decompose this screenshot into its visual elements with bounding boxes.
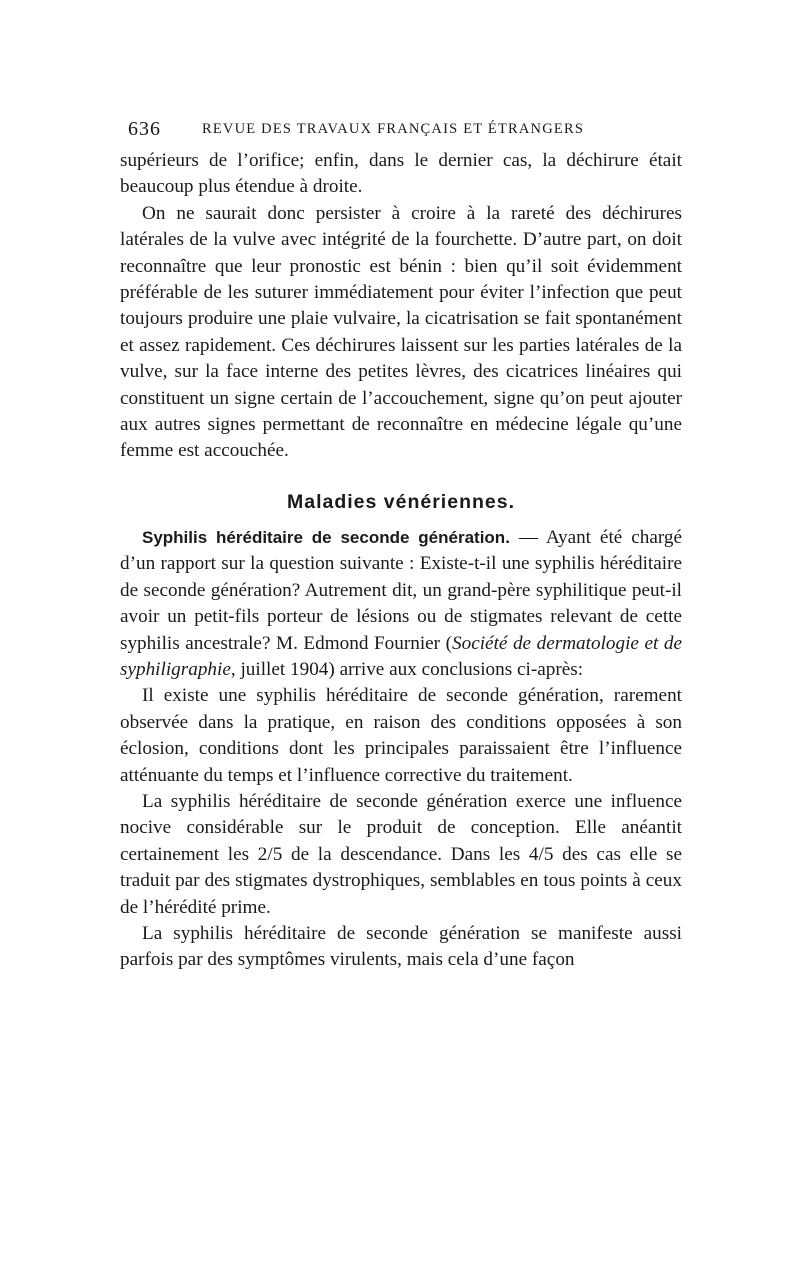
running-head: REVUE DES TRAVAUX FRANÇAIS ET ÉTRANGERS — [202, 121, 585, 137]
paragraph-5: La syphilis héréditaire de seconde génération exerce une influence nocive considérable sur le produit de conception. Elle anéantit certainement les 2/5 de la descendance. Dans les 4/5 des cas elle se traduit par des stigmates dystrophiques, semblables en tous points à ceux de l’hérédité prime. — [120, 790, 682, 918]
page-number: 636 — [128, 118, 161, 140]
paragraph-3-citation: Société de dermatologie et de syphiligraphie — [120, 632, 682, 680]
paragraph-3-text-a: — Ayant été chargé d’un rapport sur la question suivante : Existe-t-il une syphilis héréditaire de seconde génération? Autrement dit, un grand-père syphilitique peut-il avoir un petit-fils porteur de lésions ou de stigmates relevant de cette syphilis ancestrale? M. Edmond Fournier ( — [120, 526, 682, 654]
paragraph-3 — [120, 525, 682, 683]
paragraph-1: supérieurs de l’orifice; enfin, dans le dernier cas, la déchirure était beaucoup plus étendue à droite. — [120, 150, 682, 198]
page-header — [120, 118, 682, 146]
section-title: Maladies vénériennes. — [286, 490, 516, 513]
paragraph-2: On ne saurait donc persister à croire à la rareté des déchirures latérales de la vulve avec intégrité de la fourchette. D’autre part, on doit reconnaître que leur pronostic est bénin : bien qu’il soit évidemment préférable de les suturer immédiatement pour éviter l’infection que peut toujours produire une plaie vulvaire, la cicatrisation se fait spontanément et assez rapidement. Ces déchirures laissent sur les parties latérales de la vulve, sur la face interne des petites lèvres, des cicatrices linéaires qui constituent un signe certain de l’accouchement, signe qu’on peut ajouter aux autres signes permettant de reconnaître en médecine légale qu’une femme est accouchée. — [120, 202, 682, 462]
paragraph-3-heading: Syphilis héréditaire de seconde génération. — [142, 527, 510, 547]
paragraph-3-text-b: , juillet 1904) arrive aux conclusions ci-après: — [230, 658, 584, 680]
paragraph-4: Il existe une syphilis héréditaire de seconde génération, rarement observée dans la pratique, en raison des conditions opposées à son éclosion, conditions dont les principales paraissaient être l’influence atténuante du temps et l’influence corrective du traitement. — [120, 685, 682, 786]
document-page — [120, 118, 682, 974]
paragraph-6: La syphilis héréditaire de seconde génération se manifeste aussi parfois par des symptômes virulents, mais cela d’une façon — [120, 922, 682, 971]
